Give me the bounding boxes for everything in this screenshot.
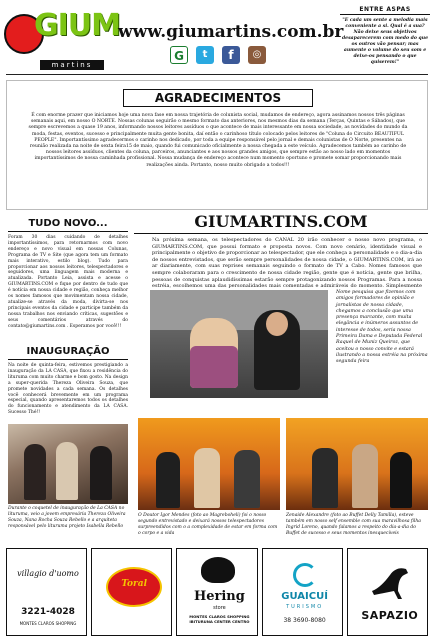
inauguracao-caption: Durante o coquetel de inauguração de La CASA no lituruma, veio a jovem empresária Thereza Oliveira Souza, Nana Rocha Souza Rebello e a arquiteta responsável pelo lituruma projeto Isabella Rebello: [8, 506, 126, 529]
interview-photo-third: [286, 418, 428, 510]
interview-main-caption: Nome pesquisa que fizemos com amigos formadores de opinião e jornalistas de nossa cidade, chegamos a conclusão que uma presença marcante, com muita elegância e inúmeros assuntos de interesse de todos, seria nossa Primeira Dama e Deputada Federal Raquel de Muniz Queiroz, que aceitou o nosso convite e estará ilustrando a nossa estréia na próxima segunda feira: [336, 290, 428, 365]
ad-villagio-sub: MONTES CLAROS SHOPPING: [19, 621, 77, 626]
person-figure: [156, 452, 180, 508]
logo-sub-text: martins: [40, 60, 104, 70]
header-divider: [6, 74, 428, 75]
g-icon[interactable]: G: [170, 46, 188, 64]
logo-gium-text: GIUM: [34, 8, 120, 43]
ad-villagio-name: villagio d'uomo: [17, 569, 79, 578]
ad-guaicui-phone: 38 3690-8080: [283, 617, 326, 624]
entre-aspas-quote: "E cada um sente a melodia mais conveniente a si. Qual é a sua? Não deixe seus objetivos desaparecerem com medo do que os outros vão pensar; mas aumente o volume do seu som e deixe-os pensando o que quiserem!": [341, 18, 429, 65]
guaicui-logo-icon: [293, 563, 317, 587]
tudo-novo-title: TUDO NOVO...: [8, 218, 128, 232]
social-icons: [170, 46, 266, 64]
guest-dress: [190, 346, 238, 388]
inauguracao-photo: [8, 424, 128, 504]
person-figure: [312, 448, 338, 508]
ad-hering-name: Hering: [193, 589, 245, 604]
host-face: [266, 312, 288, 336]
hering-fish-icon: [201, 557, 235, 583]
instagram-icon[interactable]: ◎: [248, 46, 266, 64]
person-figure: [24, 444, 46, 500]
person-figure: [234, 450, 260, 508]
interview-photo-second: [138, 418, 280, 510]
giumartins-title: GIUMARTINS.COM: [134, 212, 428, 234]
ad-hering[interactable]: [176, 548, 257, 636]
ad-sapazio-name: SAPAZIO: [361, 609, 419, 622]
studio-wall: [150, 290, 328, 330]
ad-villagio[interactable]: [6, 548, 87, 636]
gium-martins-logo: [4, 6, 120, 72]
interview-third-caption: Zenaide Alexandre (foto ao Buffet Delly Tamilla), esteve também em nosso self ensemble com sua maravilhosa filha Ingrid Loreno, quando falamos a respeito do dia-a-dia do Buffet de sucesso e seus momentos inesquecíveis: [286, 513, 421, 536]
entre-aspas-box: [340, 6, 430, 66]
agradecimentos-title: AGRADECIMENTOS: [123, 89, 313, 107]
advertisements-strip: [6, 548, 428, 636]
giumartins-text: Na próxima semana, os telespectadores do CANAL 20 irão conhecer o nosso novo programa, o GIUMARTINS.COM, que possui formato e proposta novos. Com novo cenário, identidade visual e principalmente o objetivo de proporcionar ao telespectador, que ele conheça a personalidade e o dia-a-dia de nossos entrevistados, que serão sempre personalidades de nossa cidade, o GIUMARTINS.COM, irá ao ar diariamente, com suas reprises semanais seguindo o formato de TV a Cabo. Nomes famosos que sempre colaboraram para o crescimento de nossa cidade região, gente que é notícia, gente que brilha, pessoas de conquistas aplaudidíssimas estarão sempre protagonizando nossos Programas. Para a nossa estréia, escolhemos uma das personalidades mais comentadas e admiráveis do momento. Simplesmente: [152, 237, 422, 290]
agradecimentos-section: [6, 80, 428, 210]
ad-sapazio[interactable]: [347, 548, 428, 636]
interview-second-caption: O Doutor Igor Mendes (foto ao Magreboheli) foi o nosso segundo entrevistado e deixará nossos telespectadores surpreendidos com o a complexidade de estar em forma com o corpo e a vida: [138, 513, 278, 536]
inauguracao-text: Na noite de quinta-feira, estivemos prestigiando a inauguração da LA CASA, que fixou a residência do lituruma com muito charme e bom gosto. Na design a super-querida Thereza Oliveira Souza, que promete novidades a cada semana. Os detalhes você conhecerá brevemente em um programa especial, quando apresentaremos todos os detalhes do funcionamento e atendimento da LA CASA. Sucesso Thé!!: [8, 363, 128, 416]
ad-guaicui[interactable]: [262, 548, 343, 636]
inauguracao-title: INAUGURAÇÃO: [8, 346, 128, 360]
ad-villagio-phone: 3221-4028: [21, 607, 75, 617]
ad-guaicui-sub: TURISMO: [286, 604, 324, 610]
tudo-novo-text: Foram 30 dias cuidando de detalhes importantíssimos, para retornarmos com novo endereço e novo visual em nossas Colunas, Programa de TV e Site (que agora tem um formato mais interativo, estilo blog). Tudo para proporcionar aos nossos leitores, telespectadores e seguidores, uma linguagem mais moderna e atualizada. Portanto Leia, assista e acesse o GIUMARTINS.COM e fique por dentro de tudo que é notícia em nossa cidade e região, conheça melhor os nomes famosos que movimentam nossa cidade, atualize-se através da moda, divirta-se nos principais eventos da cidade e participe também da nossa trabalhos nos enviando críticas, sugestões e seus comentários através do contato@giumartins.com . Esperamos por você!!!: [8, 235, 128, 329]
ad-tora-name: Toral: [121, 579, 148, 589]
agradecimentos-text: É com enorme prazer que iniciamos hoje uma nova fase em nossa trajetória de colunista social, mudamos de endereço, agora assinamos nossos três páginas semanais aqui, em nosso O NORTE. Nossas colunas seguirão o mesmo formato das anteriores, nos mesmos dias da semana (Terças, Quintas e Sábados), que sempre escrevemos a quase 19 anos, informando nossos leitores assíduos o que acontece de mais interessante em nossa sociedade, as novidades do mundo da moda, festas, eventos, sucesso e principalmente muita gente bonita, daí então o carinhoso título colocado pelos leitores de "Coluna do Circuito BEAUTIFUL PEOPLE". Importantíssimo agradecermos o carinho nos dedicado, por toda a equipe responsável pelo jornal e demais colunistas de O Norte, presentes na reunião realizada na noite de sexta feira15 de maio, quando fui comunicado oficialmente a nossa chegada a este veículo. Agradecemos também ao carinho de nossos leitores assíduos, clientes da coluna, parceiros, anunciantes e aos nossos grandes amigos, que sempre estão ao nosso lado em momentos importantíssimos de nossa caminhada profissional. Nossa mudança de endereço acontece num momento oportuno e promete somar proporcionando mais realizações ainda. Portanto, nosso muito obrigado a todos!!!: [28, 113, 408, 168]
twitter-icon[interactable]: t: [196, 46, 214, 64]
ad-tora[interactable]: [91, 548, 172, 636]
person-figure: [90, 446, 112, 500]
person-figure: [352, 444, 378, 508]
interview-photo-main: [150, 290, 328, 398]
entre-aspas-title: ENTRE ASPAS: [340, 6, 430, 15]
person-figure: [390, 452, 412, 508]
person-figure: [56, 442, 78, 500]
person-figure: [194, 448, 220, 508]
high-heel-icon: [368, 561, 412, 601]
ad-hering-address: MONTES CLAROS SHOPPING IBITURUNA CENTER CENTRO: [189, 614, 250, 624]
site-url[interactable]: www.giumartins.com.br: [118, 22, 344, 42]
ad-guaicui-name: GUAICUÍ: [281, 591, 328, 602]
ad-hering-store: store: [213, 605, 226, 611]
facebook-icon[interactable]: f: [222, 46, 240, 64]
